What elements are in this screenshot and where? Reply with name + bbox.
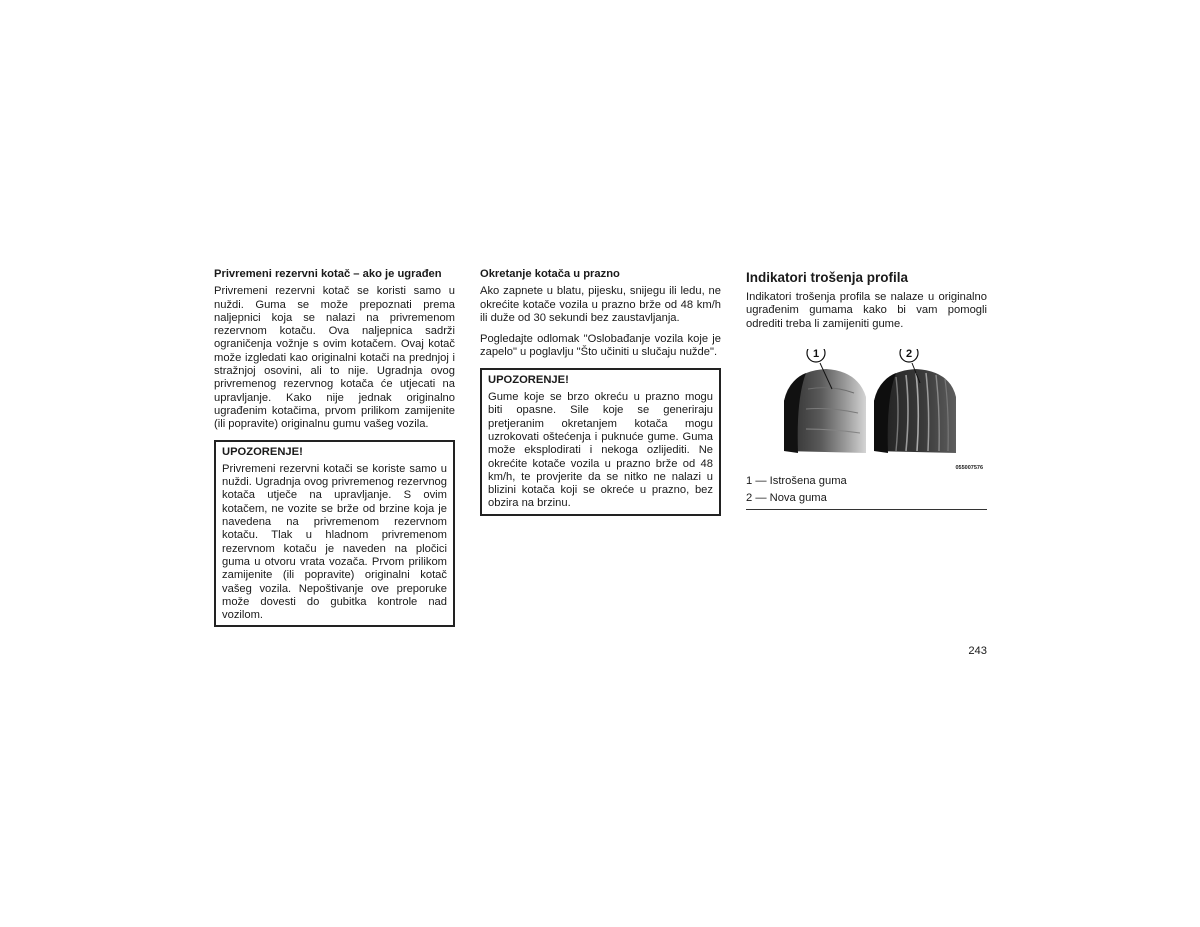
figure-code: 055007576 <box>955 464 983 471</box>
worn-tire <box>784 369 866 453</box>
new-tire <box>874 369 956 453</box>
spare-tire-warning-box <box>214 440 455 628</box>
middle-column <box>480 268 721 516</box>
left-column <box>214 268 455 627</box>
callout-number-1: 1 <box>812 348 820 360</box>
tire-spinning-warning-box <box>480 368 721 516</box>
section-divider <box>746 509 987 510</box>
tread-wear-heading: Indikatori trošenja profila <box>746 270 909 285</box>
warning-text: Privremeni rezervni kotači se koriste samo u nuždi. Ugradnja ovog privremenog rezervnog kotača utječe na upravljanje. S ovim kotačem, ne vozite se brže od brzine koja je navedena na privremenom rezervnom kotaču. Tlak u hladnom privremenom rezervnom kotaču je naveden na pločici guma u otvoru vrata vozača. Prvom prilikom zamijenite (ili popravite) originalni kotač vašeg vozila. Nepoštivanje ove preporuke može dovesti do gubitka kontrole nad vozilom. <box>222 462 447 622</box>
tire-spinning-paragraph-2: Pogledajte odlomak "Oslobađanje vozila koje je zapelo" u poglavlju "Što učiniti u slučaju nužde". <box>480 333 721 359</box>
tire-spinning-heading: Okretanje kotača u prazno <box>480 268 620 280</box>
warning-text: Gume koje se brzo okreću u prazno mogu biti opasne. Sile koje se generiraju pretjeranim okretanjem kotača mogu uzrokovati oštećenja i puknuće gume. Guma može eksplodirati i nekoga ozlijediti. Ne okrećite kotače vozila u prazno brže od 48 km/h, te provjerite da se nitko ne nalazi u blizini kotača koji se okreće u prazno, bez obzira na brzinu. <box>488 391 713 510</box>
legend-item-worn: 1 — Istrošena guma <box>746 474 847 487</box>
page-number: 243 <box>968 645 987 657</box>
warning-title: UPOZORENJE! <box>488 373 569 386</box>
figure-legend <box>746 475 987 506</box>
spare-tire-heading: Privremeni rezervni kotač – ako je ugrađen <box>214 268 442 280</box>
callout-number-2: 2 <box>905 348 913 360</box>
tire-spinning-paragraph-1: Ako zapnete u blatu, pijesku, snijegu ili ledu, ne okrećite kotače vozila u prazno brže od 48 km/h ili duže od 30 sekundi bez zaustavljanja. <box>480 285 721 324</box>
spare-tire-text: Privremeni rezervni kotač se koristi samo u nuždi. Guma se može prepoznati prema naljepnici koja se nalazi na privremenom rezervnom kotaču. Ova naljepnica sadrži ograničenja vožnje s ovim kotačem. Ovaj kotač može izgledati kao originalni kotači na prednjoj i stražnjoj osovini, ali to nije. Ugradnja ovog privremenog rezervnog kotača će utjecati na upravljanje. Kako nije jednak originalno ugrađenim kotačima, prvom prilikom zamijenite (ili popravite) originalnu gumu vašeg vozila. <box>214 285 455 431</box>
warning-title: UPOZORENJE! <box>222 445 303 458</box>
legend-item-new: 2 — Nova guma <box>746 492 827 505</box>
right-column <box>746 268 987 510</box>
tires-illustration <box>746 349 987 471</box>
tread-wear-figure <box>746 349 987 471</box>
tread-wear-text: Indikatori trošenja profila se nalaze u originalno ugrađenim gumama kako bi vam pomogli odrediti treba li zamijeniti gume. <box>746 291 987 330</box>
